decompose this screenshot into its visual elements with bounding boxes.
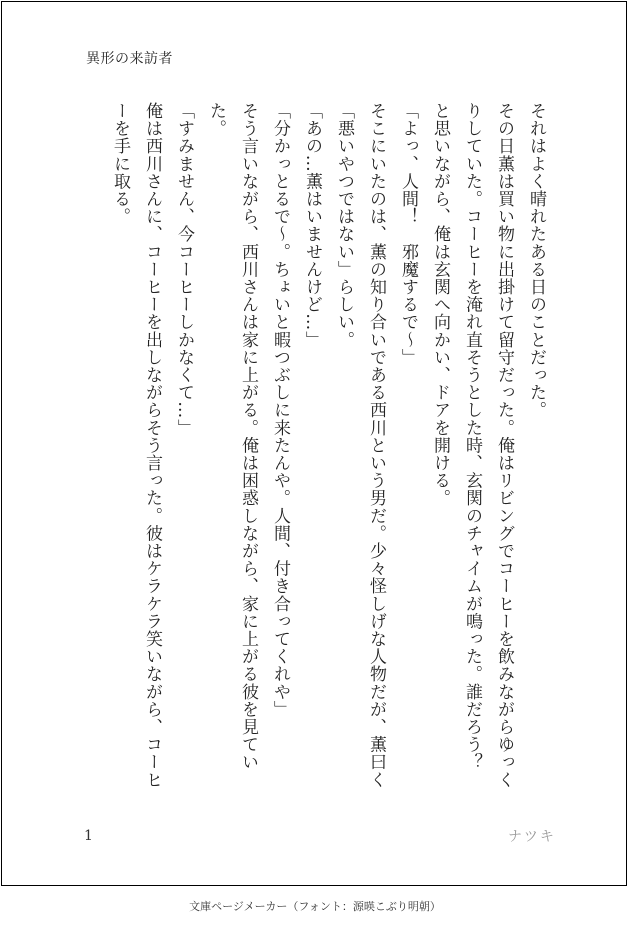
- page-number: 1: [84, 828, 93, 844]
- paragraph-3: 「よっ、人間！ 邪魔するで〜」: [398, 102, 418, 366]
- paragraph-9: 俺は西川さんに、コーヒーを出しながらそう言った。彼はケラケラ笑いながら、コーヒーを手に取る。: [110, 102, 162, 789]
- paragraph-2: その日薫は買い物に出掛けて留守だった。俺はリビングでコーヒーを飲みながらゆっくりしていた。コーヒーを淹れ直そうとした時、玄関のチャイムが鳴った。誰だろう？ と思いながら、俺は玄関へ向かい、ドアを開ける。: [430, 102, 514, 789]
- paragraph-8: 「すみません、今コーヒーしかなくて…」: [174, 102, 194, 437]
- running-title: 異形の来訪者: [86, 51, 173, 67]
- paragraph-6: 「分かっとるで〜。ちょいと暇つぶしに来たんや。人間、付き合ってくれや」: [270, 102, 290, 718]
- vertical-body-text: [72, 102, 552, 802]
- footer-credit: 文庫ページメーカー（フォント：源暎こぶり明朝）: [189, 900, 441, 913]
- paragraph-7: そう言いながら、西川さんは家に上がる。俺は困惑しながら、家に上がる彼を見ていた。: [206, 102, 258, 771]
- paragraph-1: それはよく晴れたある日のことだった。: [526, 102, 546, 419]
- book-page: [1, 1, 627, 886]
- paragraph-4: そこにいたのは、薫の知り合いである西川という男だ。少々怪しげな人物だが、薫曰く「悪いやつではない」らしい。: [334, 102, 386, 789]
- author-name: ナツキ: [508, 829, 556, 845]
- paragraph-5: 「あの…薫はいませんけど…」: [302, 102, 322, 349]
